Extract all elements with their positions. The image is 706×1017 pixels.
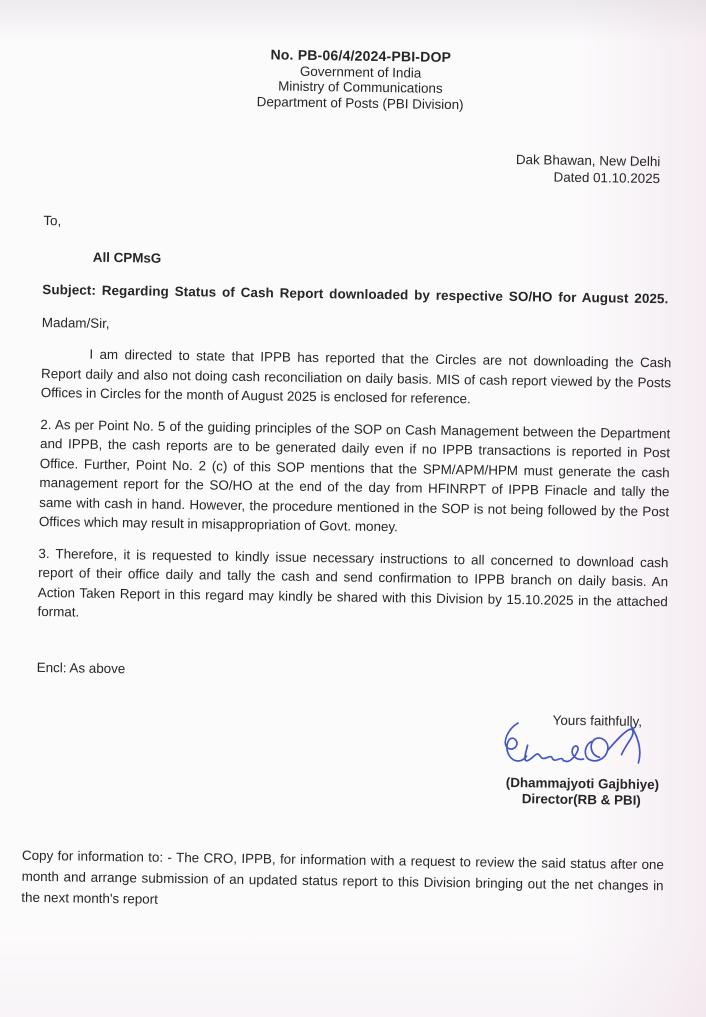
- salutation: Madam/Sir,: [41, 314, 110, 331]
- ministry-line: Ministry of Communications: [278, 78, 443, 97]
- to-label: To,: [43, 213, 62, 229]
- letterhead: [45, 44, 676, 116]
- signature-block: [35, 705, 666, 810]
- valediction: Yours faithfully,: [552, 712, 643, 730]
- subject-line: Subject: Regarding Status of Cash Report downloaded by respective SO/HO for August 2025.: [42, 282, 669, 307]
- department-line: Department of Posts (PBI Division): [256, 93, 464, 112]
- body-paragraph-2: 2. As per Point No. 5 of the guiding principles of the SOP on Cash Management between the Department and IPPB, the cash reports are to be generated daily even if no IPPB transactions is reported in Post Office. Further, Point No. 2 (c) of this SOP mentions that the SPM/APM/HPM must generate the cash management report for the SO/HO at the end of the day from HFINRPT of IPPB Finacle and tally the same with cash in hand. However, the procedure mentioned in the SOP is not being followed by the Post Offices which may result in misappropriation of Govt. money.: [38, 416, 671, 535]
- place-date-block: [44, 145, 674, 187]
- date-line: Dated 01.10.2025: [553, 169, 661, 186]
- government-line: Government of India: [299, 63, 422, 81]
- copy-information-note: Copy for information to: - The CRO, IPPB, for information with a request to review the said status after one month and arrange submission of an updated status report to this Division bringing out the net changes in the next month's report: [21, 847, 665, 907]
- signature-area: [35, 718, 666, 777]
- body-paragraph-3: 3. Therefore, it is requested to kindly issue necessary instructions to all concerned to download cash report of their office daily and tally the cash and send confirmation to IPPB branch on daily basis. An Action Taken Report in this regard may kindly be shared with this Division by 15.10.2025 in the attached format.: [37, 545, 669, 620]
- reference-number: No. PB-06/4/2024-PBI-DOP: [270, 46, 452, 66]
- letter-content: [21, 44, 676, 917]
- place-line: Dak Bhawan, New Delhi: [515, 152, 661, 170]
- addressee: All CPMsG: [92, 249, 162, 266]
- signatory-designation: Director(RB & PBI): [521, 791, 641, 809]
- body-paragraph-1: I am directed to state that IPPB has reported that the Circles are not downloading the Cash Report daily and also not doing cash reconciliation on daily basis. MIS of cash report viewed by the Posts Offices in Circles for the month of August 2025 is enclosed for reference.: [40, 347, 672, 407]
- signature-scribble: [491, 717, 662, 782]
- signatory-name: (Dhammajyoti Gajbhiye): [505, 774, 660, 793]
- enclosure-note: Encl: As above: [36, 659, 126, 677]
